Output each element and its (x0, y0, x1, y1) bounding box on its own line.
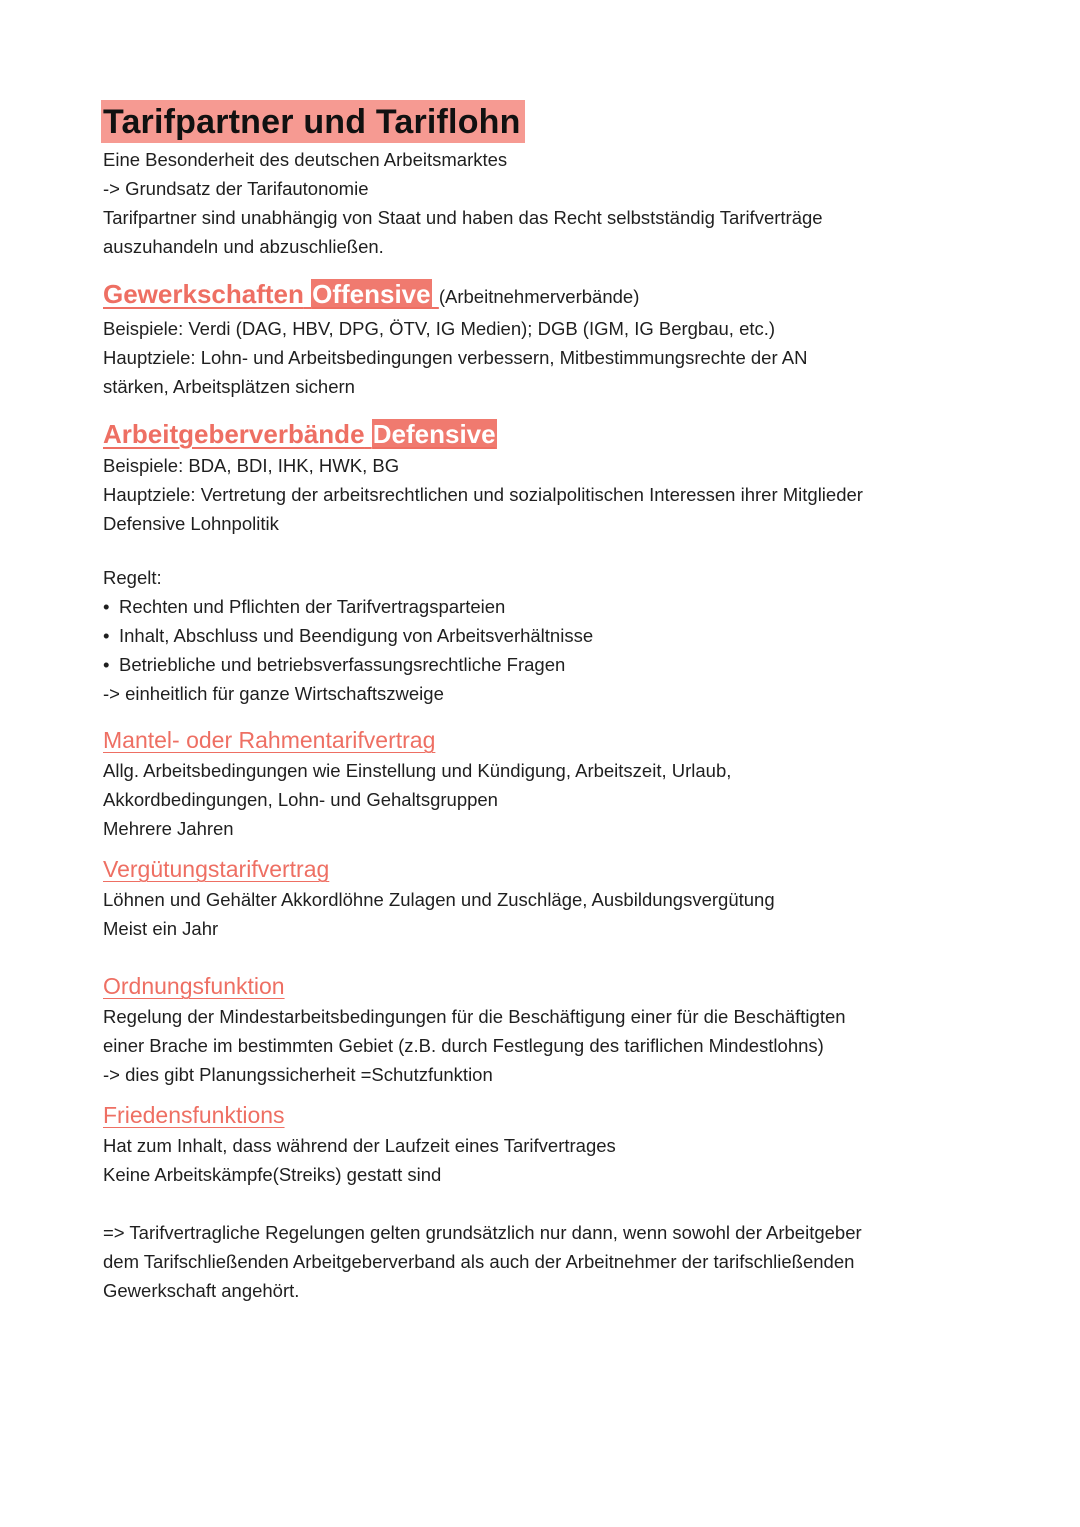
mantel-line: Akkordbedingungen, Lohn- und Gehaltsgruppen (103, 789, 498, 810)
verguetung-heading: Vergütungstarifvertrag (103, 856, 330, 882)
gewerkschaften-heading-text: Gewerkschaften (103, 279, 304, 309)
fazit-line: => Tarifvertragliche Regelungen gelten grundsätzlich nur dann, wenn sowohl der Arbeitgeber (103, 1222, 862, 1243)
ordnung-line: -> dies gibt Planungssicherheit =Schutzfunktion (103, 1064, 493, 1085)
verguetung-section (103, 853, 983, 943)
regelt-bullet: • Betriebliche und betriebsverfassungsrechtliche Fragen (103, 650, 983, 679)
intro-line: Tarifpartner sind unabhängig von Staat und haben das Recht selbstständig Tarifverträge (103, 207, 823, 228)
intro-line: Eine Besonderheit des deutschen Arbeitsmarktes (103, 149, 508, 170)
regelt-section (103, 563, 983, 708)
arbeitgeber-section (103, 417, 983, 538)
intro-line: auszuhandeln und abzuschließen. (103, 236, 384, 257)
mantel-heading: Mantel- oder Rahmentarifvertrag (103, 727, 436, 753)
mantel-line: Mehrere Jahren (103, 818, 234, 839)
regelt-conclusion: -> einheitlich für ganze Wirtschaftszweige (103, 683, 444, 704)
fazit-line: dem Tarifschließenden Arbeitgeberverband als auch der Arbeitnehmer der tarifschließenden (103, 1251, 855, 1272)
mantel-section (103, 724, 983, 843)
arbeitgeber-line: Beispiele: BDA, BDI, IHK, HWK, BG (103, 455, 400, 476)
page-title: Tarifpartner und Tariflohn (101, 100, 525, 143)
arbeitgeber-line: Defensive Lohnpolitik (103, 513, 279, 534)
regelt-label: Regelt: (103, 567, 162, 588)
frieden-line: Keine Arbeitskämpfe(Streiks) gestatt sind (103, 1164, 442, 1185)
intro-line: -> Grundsatz der Tarifautonomie (103, 178, 369, 199)
gewerkschaften-line: stärken, Arbeitsplätzen sichern (103, 376, 355, 397)
regelt-bullet: • Inhalt, Abschluss und Beendigung von Arbeitsverhältnisse (103, 621, 983, 650)
mantel-line: Allg. Arbeitsbedingungen wie Einstellung und Kündigung, Arbeitszeit, Urlaub, (103, 760, 732, 781)
ordnung-heading: Ordnungsfunktion (103, 973, 285, 999)
gewerkschaften-heading (103, 277, 983, 314)
gewerkschaften-line: Hauptziele: Lohn- und Arbeitsbedingungen verbessern, Mitbestimmungsrechte der AN (103, 347, 808, 368)
ordnung-line: Regelung der Mindestarbeitsbedingungen für die Beschäftigung einer für die Beschäftigten (103, 1006, 846, 1027)
verguetung-line: Meist ein Jahr (103, 918, 219, 939)
gewerkschaften-section (103, 277, 983, 401)
verguetung-line: Löhnen und Gehälter Akkordlöhne Zulagen und Zuschläge, Ausbildungsvergütung (103, 889, 775, 910)
defensive-tag: Defensive (372, 419, 496, 449)
frieden-line: Hat zum Inhalt, dass während der Laufzeit eines Tarifvertrages (103, 1135, 616, 1156)
offensive-tag: Offensive (312, 279, 431, 309)
arbeitgeber-line: Hauptziele: Vertretung der arbeitsrechtlichen und sozialpolitischen Interessen ihrer Mitglieder (103, 484, 863, 505)
fazit-section (103, 1218, 983, 1305)
gewerkschaften-line: Beispiele: Verdi (DAG, HBV, DPG, ÖTV, IG Medien); DGB (IGM, IG Bergbau, etc.) (103, 318, 776, 339)
fazit-line: Gewerkschaft angehört. (103, 1280, 300, 1301)
frieden-section (103, 1099, 983, 1189)
intro-section (103, 145, 983, 261)
ordnung-section (103, 970, 983, 1089)
gewerkschaften-paren: (Arbeitnehmerverbände) (438, 286, 640, 307)
arbeitgeber-heading-text: Arbeitgeberverbände (103, 419, 365, 449)
ordnung-line: einer Brache im bestimmten Gebiet (z.B. durch Festlegung des tariflichen Mindestlohns) (103, 1035, 824, 1056)
arbeitgeber-heading (103, 417, 983, 451)
document-page (103, 100, 983, 1305)
regelt-bullet: • Rechten und Pflichten der Tarifvertragsparteien (103, 592, 983, 621)
frieden-heading: Friedensfunktions (103, 1102, 285, 1128)
